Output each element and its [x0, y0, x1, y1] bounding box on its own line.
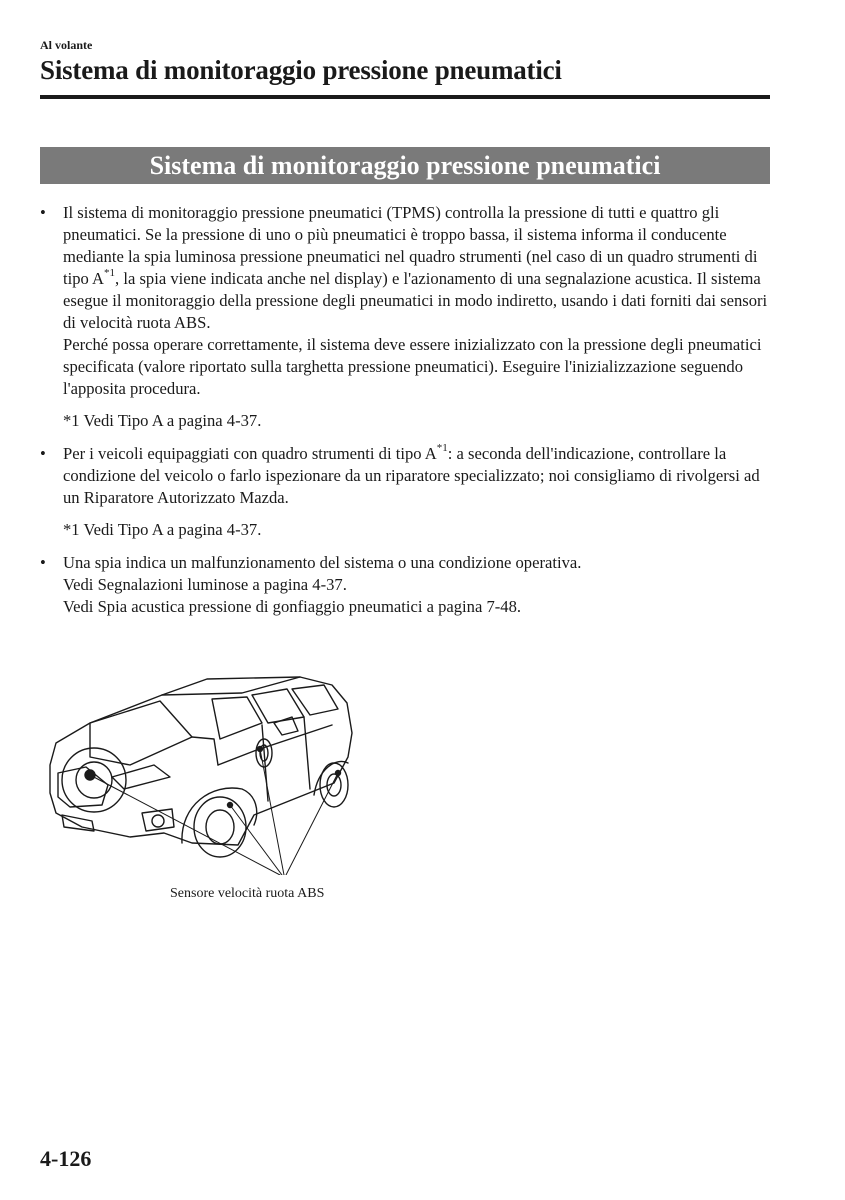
bullet-paragraph: Perché possa operare correttamente, il sistema deve essere inizializzato con la pressione degli pneumatici specificata (valore riportato sulla targhetta pressione pneumatici). Eseguire l'inizializzazione seguendo l'apposita procedura. [63, 335, 762, 398]
footnote: *1 Vedi Tipo A a pagina 4-37. [63, 411, 262, 430]
bullet-paragraph: Il sistema di monitoraggio pressione pneumatici (TPMS) controlla la pressione di tutti e quattro gli pneumatici. Se la pressione di uno o più pneumatici è troppo bassa, il sistema informa il conducente mediante la spia luminosa pressione pneumatici nel quadro strumenti (nel caso di un quadro strumenti di tipo $A^{*1}$, la spia viene indicata anche nel display) e l'azionamento di una segnalazione acustica. Il sistema esegue il monitoraggio della pressione degli pneumatici in modo indiretto, usando i dati forniti dai sensori di velocità ruota ABS. [63, 203, 768, 332]
bullet-line: Vedi Spia acustica pressione di gonfiaggio pneumatici a pagina 7-48. [63, 597, 522, 616]
page-number: 4-126 [40, 1146, 92, 1171]
section-heading: Sistema di monitoraggio pressione pneumatici [149, 150, 661, 180]
figure-caption: Sensore velocità ruota ABS [170, 886, 325, 901]
bullet-icon: • [40, 553, 46, 572]
bullet-item [40, 552, 775, 618]
title-divider [40, 95, 770, 99]
bullet-line: Una spia indica un malfunzionamento del sistema o una condizione operativa. [63, 553, 582, 572]
bullet-icon: • [40, 444, 46, 463]
section-heading-bar [40, 147, 770, 184]
page-title: Sistema di monitoraggio pressione pneumatici [40, 55, 562, 85]
bullet-paragraph: Per i veicoli equipaggiati con quadro strumenti di tipo $A^{*1}$: a seconda dell'indicazione, controllare la condizione del veicolo o farlo ispezionare da un riparatore specializzato; noi consigliamo di rivolgersi ad un Riparatore Autorizzato Mazda. [63, 442, 760, 507]
bullet-item [40, 202, 775, 400]
section-label: Al volante [40, 38, 93, 52]
footnote-marker: *1 [436, 442, 448, 455]
bullet-item [40, 443, 775, 509]
bullet-line: Vedi Segnalazioni luminose a pagina 4-37. [63, 575, 347, 594]
body-text [40, 202, 775, 618]
bullet-icon: • [40, 203, 46, 222]
footnote: *1 Vedi Tipo A a pagina 4-37. [63, 520, 262, 539]
car-abs-sensor-illustration [42, 665, 362, 875]
footnote-marker: *1 [104, 267, 116, 280]
